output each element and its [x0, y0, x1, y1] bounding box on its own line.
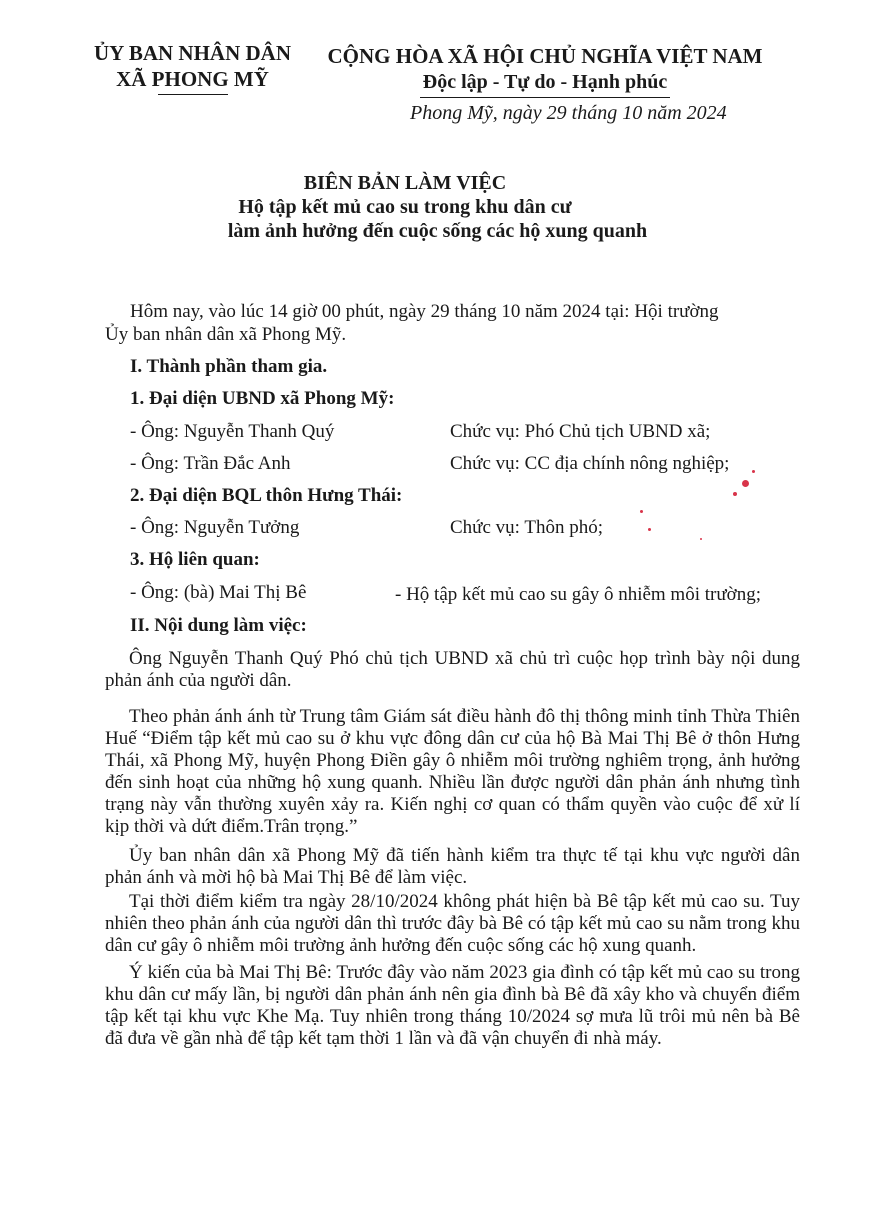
national-header [325, 43, 765, 98]
paragraph: Tại thời điểm kiểm tra ngày 28/10/2024 không phát hiện bà Bê tập kết mủ cao su. Tuy nhiên theo phản ánh của người dân thì trước đây bà Bê có tập kết mủ cao su nằm trong khu dân cư gây ô nhiễm môi trường ảnh hưởng đến cuộc sống các hộ xung quanh. [105, 891, 800, 956]
member-name: - Ông: Trần Đắc Anh [130, 453, 291, 474]
doc-subtitle-1: Hộ tập kết mủ cao su trong khu dân cư [238, 196, 572, 218]
org-name [80, 40, 305, 95]
org-line-2: XÃ PHONG MỸ [116, 67, 269, 91]
group-3-heading: 3. Hộ liên quan: [130, 549, 260, 570]
motto: Độc lập - Tự do - Hạnh phúc [422, 71, 668, 93]
member-role: - Hộ tập kết mủ cao su gây ô nhiễm môi trường; [395, 584, 761, 605]
doc-subtitle-2: làm ảnh hưởng đến cuộc sống các hộ xung quanh [227, 220, 648, 242]
nation-title: CỘNG HÒA XÃ HỘI CHỦ NGHĨA VIỆT NAM [327, 44, 763, 68]
group-1-heading: 1. Đại diện UBND xã Phong Mỹ: [130, 388, 395, 409]
group-2-heading: 2. Đại diện BQL thôn Hưng Thái: [130, 485, 403, 506]
place-date: Phong Mỹ, ngày 29 tháng 10 năm 2024 [410, 102, 727, 124]
org-line-1: ỦY BAN NHÂN DÂN [94, 41, 291, 65]
intro-line-1: Hôm nay, vào lúc 14 giờ 00 phút, ngày 29 tháng 10 năm 2024 tại: Hội trường [130, 301, 719, 322]
paragraph: Ý kiến của bà Mai Thị Bê: Trước đây vào năm 2023 gia đình có tập kết mủ cao su trong khu dân cư mấy lần, bị người dân phản ánh nên gia đình bà Bê đã xây kho và chuyển điểm tập kết tại khu vực Khe Mạ. Tuy nhiên trong tháng 10/2024 sợ mưa lũ trôi mủ nên bà Bê đã đưa về gần nhà để tập kết tạm thời 1 lần và đã vận chuyển đi nhà máy. [105, 962, 800, 1049]
paragraph: Ông Nguyễn Thanh Quý Phó chủ tịch UBND xã chủ trì cuộc họp trình bày nội dung phản ánh của người dân. [105, 648, 800, 691]
section-2-heading: II. Nội dung làm việc: [130, 615, 307, 636]
doc-title: BIÊN BẢN LÀM VIỆC [303, 172, 507, 194]
section-1-heading: I. Thành phần tham gia. [130, 356, 328, 377]
member-name: - Ông: Nguyễn Thanh Quý [130, 421, 335, 442]
member-name: - Ông: Nguyễn Tưởng [130, 517, 300, 538]
motto-underline [420, 97, 670, 98]
member-role: Chức vụ: Thôn phó; [450, 517, 603, 538]
paragraph: Theo phản ánh ánh từ Trung tâm Giám sát điều hành đô thị thông minh tỉnh Thừa Thiên Huế “Điểm tập kết mủ cao su ở khu vực đông dân cư của hộ Bà Mai Thị Bê ở thôn Hưng Thái, xã Phong Mỹ, huyện Phong Điền gây ô nhiễm môi trường nghiêm trọng, ảnh hưởng đến sinh hoạt của những hộ xung quanh. Nhiều lần được người dân phản ánh nhưng tình trạng này vẫn thường xuyên xảy ra. Kiến nghị cơ quan có thẩm quyền vào cuộc để xử lí kịp thời và dứt điểm.Trân trọng.” [105, 706, 800, 837]
org-underline [158, 94, 228, 95]
paragraph: Ủy ban nhân dân xã Phong Mỹ đã tiến hành kiểm tra thực tế tại khu vực người dân phản ánh và mời hộ bà Mai Thị Bê để làm việc. [105, 845, 800, 888]
member-role: Chức vụ: CC địa chính nông nghiệp; [450, 453, 730, 474]
member-name: - Ông: (bà) Mai Thị Bê [130, 582, 307, 603]
member-role: Chức vụ: Phó Chủ tịch UBND xã; [450, 421, 711, 442]
intro-line-2: Ủy ban nhân dân xã Phong Mỹ. [105, 324, 347, 345]
